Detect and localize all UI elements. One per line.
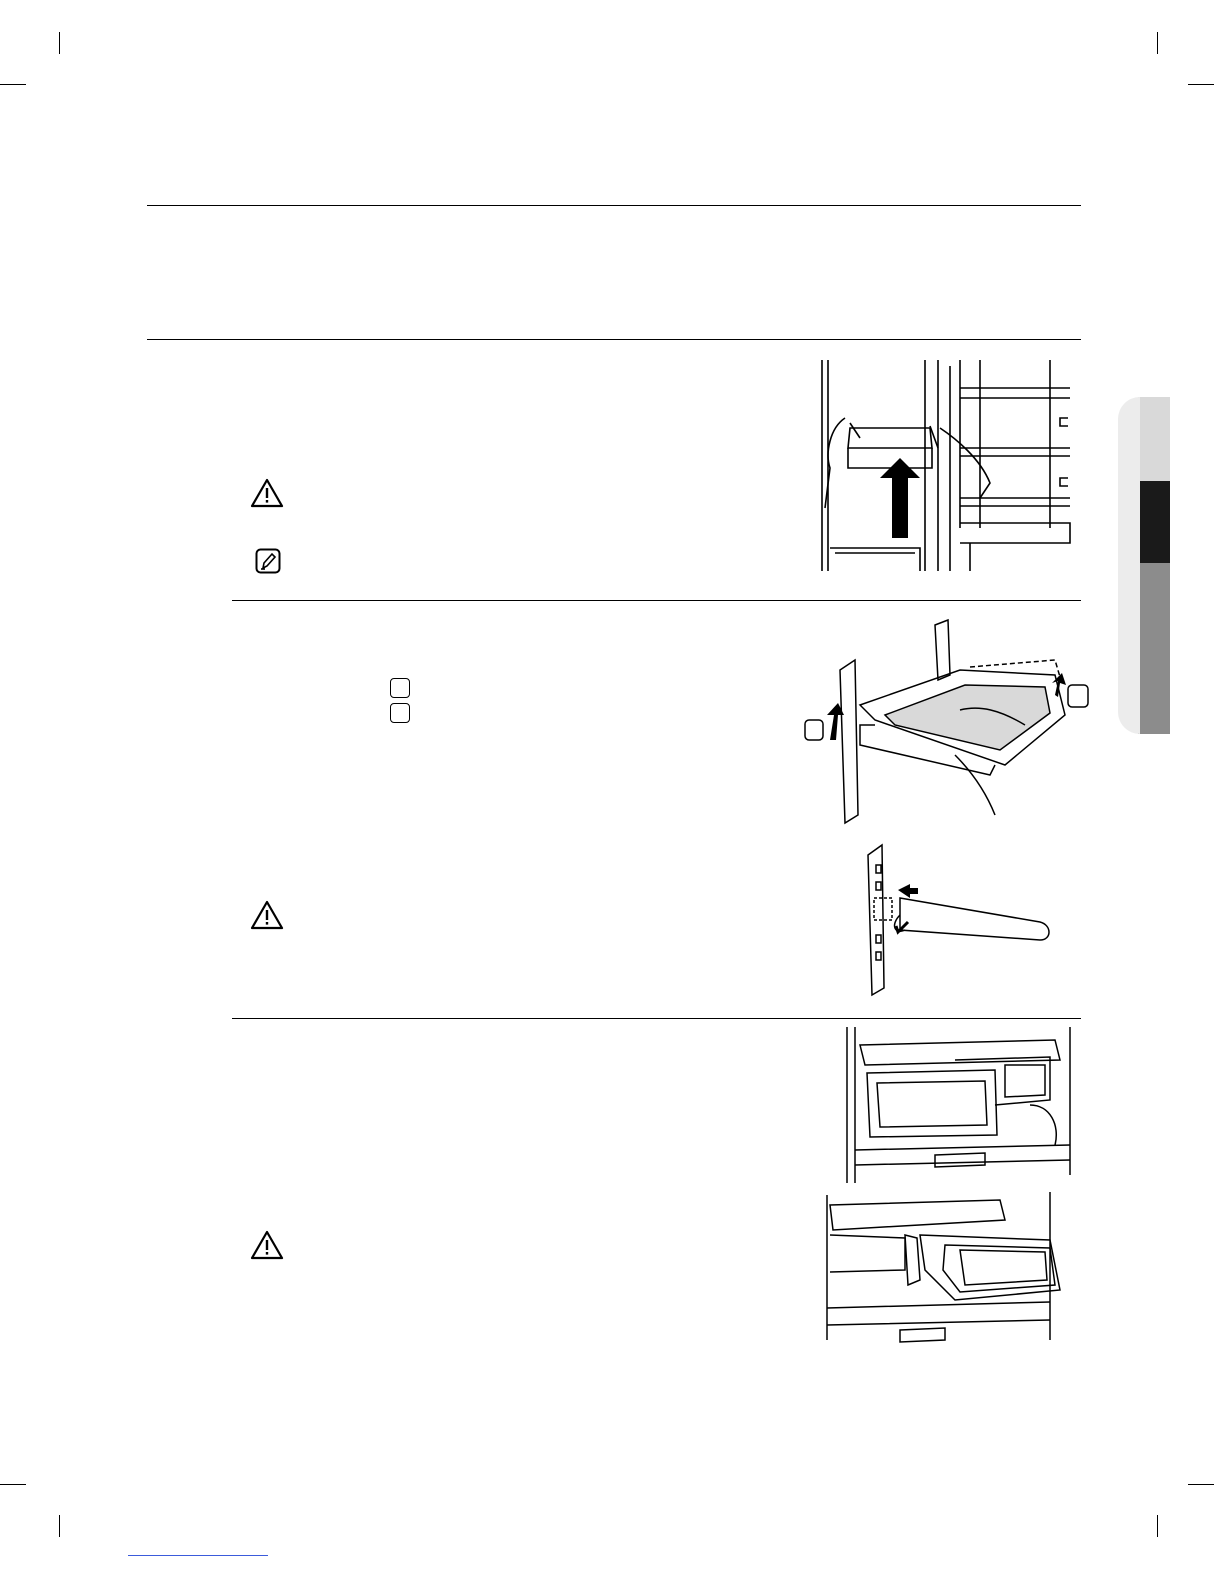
chapter-tab-active[interactable] [1138, 481, 1170, 563]
chapter-tab-curve [1118, 397, 1140, 734]
warning-triangle-icon [250, 478, 284, 508]
shelf-removal-illustration [800, 615, 1095, 830]
drawer-illustration-2 [825, 1190, 1080, 1345]
crop-mark [59, 32, 60, 54]
door-bin-illustration [820, 358, 1080, 573]
chapter-tab-light[interactable] [1138, 397, 1170, 481]
crop-mark [1188, 84, 1214, 85]
chapter-tabs [1138, 397, 1170, 734]
crop-mark [59, 1515, 60, 1537]
warning-triangle-icon [250, 900, 284, 930]
section-divider [232, 1018, 1081, 1019]
header-top-rule [147, 205, 1081, 206]
chapter-tab-grey[interactable] [1138, 563, 1170, 734]
drawer-illustration-1 [845, 1025, 1080, 1185]
note-pencil-icon [255, 548, 281, 574]
step-box-1 [390, 678, 410, 698]
warning-triangle-icon [250, 1230, 284, 1260]
section-divider [232, 600, 1081, 601]
crop-mark [1157, 1515, 1158, 1537]
crop-mark [0, 1484, 26, 1485]
crop-mark [1157, 32, 1158, 54]
crop-mark [1188, 1484, 1214, 1485]
step-box-2 [390, 703, 410, 723]
header-bottom-rule [147, 339, 1081, 340]
footer-link-underline[interactable] [128, 1555, 268, 1556]
crop-mark [0, 84, 26, 85]
shelf-bracket-illustration [860, 840, 1060, 1000]
